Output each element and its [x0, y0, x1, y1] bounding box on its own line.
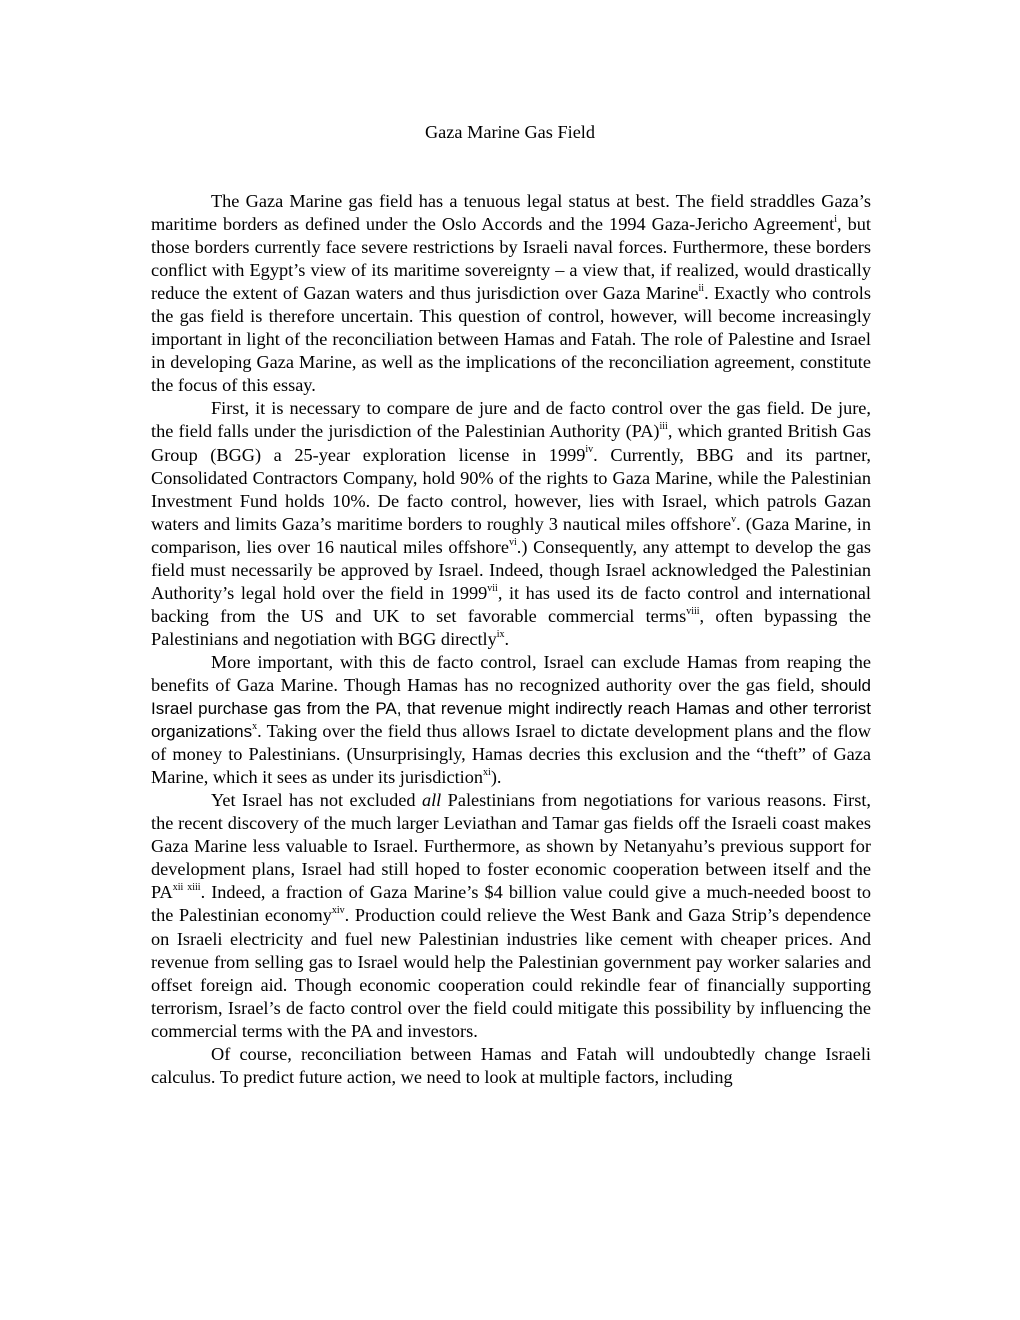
- paragraph-text: .: [504, 628, 510, 649]
- endnote-marker[interactable]: iii: [659, 421, 668, 433]
- paragraph-text: . Currently, BBG and its partner, Consolidated Contractors Company, hold 90% of the rights to Gaza Marine, while the Palestinian Investment Fund holds 10%. De facto control, however, lies with Israel, which patrols Gazan waters and limits Gaza’s maritime borders to roughly 3 nautical miles offshore: [151, 444, 871, 534]
- paragraph-text: Of course, reconciliation between Hamas and Fatah will undoubtedly change Israeli calculus. To predict future action, we need to look at multiple factors, including: [151, 1043, 871, 1087]
- paragraph-1: [151, 190, 871, 397]
- paragraph-text: . Taking over the field thus allows Israel to dictate development plans and the flow of money to Palestinians. (Unsurprisingly, Hamas decries this exclusion and the “theft” of Gaza Marine, which it sees as under its jurisdiction: [151, 721, 871, 788]
- paragraph-text: ).: [490, 767, 502, 788]
- paragraph-2: [151, 397, 871, 651]
- document-body: [151, 190, 871, 1089]
- paragraph-text: .) Consequently, any attempt to develop the gas field must necessarily be approved by Israel. Indeed, though Israel acknowledged the Palestinian Authority’s legal hold over the field in 1999: [151, 536, 871, 603]
- paragraph-text: , it has used its de facto control and international backing from the US and UK to set favorable commercial terms: [151, 582, 872, 626]
- endnote-marker[interactable]: x: [252, 720, 258, 732]
- endnote-marker[interactable]: v: [731, 513, 737, 525]
- endnote-marker[interactable]: xiv: [331, 905, 345, 917]
- paragraph-text: , often bypassing the Palestinians and negotiation with BGG directly: [151, 605, 871, 649]
- endnote-marker[interactable]: xi: [483, 767, 491, 779]
- endnote-marker[interactable]: xii xiii: [172, 882, 201, 894]
- paragraph-text: Palestinians from negotiations for various reasons. First, the recent discovery of the much larger Leviathan and Tamar gas fields off the Israeli coast makes Gaza Marine less valuable to Israel. Furthermore, as shown by Netanyahu’s previous support for development plans, Israel had still hoped to foster economic cooperation between itself and the PA: [151, 790, 871, 903]
- paragraph-text: . Production could relieve the West Bank and Gaza Strip’s dependence on Israeli electricity and fuel new Palestinian industries like cement with cheaper prices. And revenue from selling gas to Israel would help the Palestinian government pay worker salaries and offset foreign aid. Though economic cooperation could rekindle fear of financially supporting terrorism, Israel’s de facto control over the field could mitigate this possibility by influencing the commercial terms with the PA and investors.: [151, 905, 871, 1041]
- paragraph-text: . Indeed, a fraction of Gaza Marine’s $4 billion value could give a much-needed boost to the Palestinian economy: [151, 882, 871, 926]
- paragraph-text: More important, with this de facto control, Israel can exclude Hamas from reaping the benefits of Gaza Marine. Though Hamas has no recognized authority over the gas field,: [151, 651, 871, 695]
- paragraph-text: , but those borders currently face severe restrictions by Israeli naval forces. Furthermore, these borders conflict with Egypt’s view of its maritime sovereignty – a view that, if realized, would drastically reduce the extent of Gazan waters and thus jurisdiction over Gaza Marine: [151, 214, 871, 304]
- sans-serif-run: should Israel purchase gas from the PA, that revenue might indirectly reach Hamas and other terrorist organizations: [151, 675, 871, 742]
- paragraph-text: . Exactly who controls the gas field is therefore uncertain. This question of control, however, will become increasingly important in light of the reconciliation between Hamas and Fatah. The role of Palestine and Israel in developing Gaza Marine, as well as the implications of the reconciliation agreement, constitute the focus of this essay.: [151, 283, 871, 396]
- paragraph-3: [151, 651, 871, 789]
- paragraph-text: . (Gaza Marine, in comparison, lies over 16 nautical miles offshore: [151, 513, 871, 557]
- endnote-marker[interactable]: iv: [585, 444, 594, 456]
- paragraph-text: First, it is necessary to compare de jure and de facto control over the gas field. De jure, the field falls under the jurisdiction of the Palestinian Authority (PA): [151, 398, 871, 442]
- endnote-marker[interactable]: viii: [686, 605, 700, 617]
- endnote-marker[interactable]: ii: [698, 283, 705, 295]
- emphasis-text: all: [421, 790, 442, 811]
- paragraph-5: [151, 1043, 871, 1089]
- paragraph-text: , which granted British Gas Group (BGG) a 25-year exploration license in 1999: [151, 421, 871, 465]
- paragraph-text: The Gaza Marine gas field has a tenuous legal status at best. The field straddles Gaza’s maritime borders as defined under the Oslo Accords and the 1994 Gaza-Jericho Agreement: [151, 191, 871, 235]
- endnote-marker[interactable]: vi: [509, 536, 517, 548]
- endnote-marker[interactable]: vii: [487, 582, 498, 594]
- page-title: Gaza Marine Gas Field: [424, 122, 596, 142]
- endnote-marker[interactable]: ix: [496, 628, 505, 640]
- endnote-marker[interactable]: i: [834, 213, 838, 225]
- paragraph-text: Yet Israel has not excluded: [211, 790, 422, 811]
- paragraph-4: [151, 789, 871, 1043]
